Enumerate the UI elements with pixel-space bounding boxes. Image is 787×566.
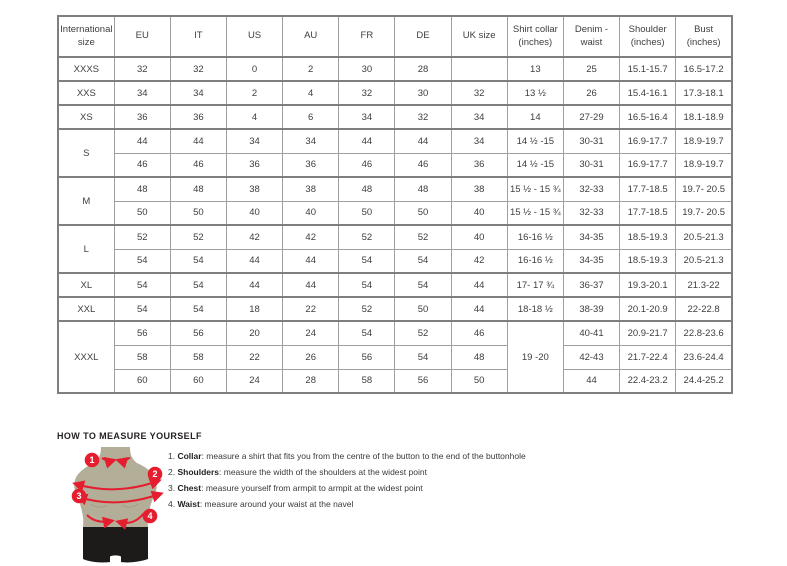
table-cell: 38-39 [563,297,619,321]
measure-step-collar [168,452,526,461]
table-cell: 36 [170,105,226,129]
column-header-5: FR [339,16,395,57]
table-cell: 54 [114,297,170,321]
table-cell: 60 [170,369,226,393]
step-term: Shoulders [177,467,220,477]
table-cell: 32-33 [563,177,619,201]
table-cell: 34 [451,129,507,153]
step-number: 3. [168,483,176,493]
table-cell: 16.5-17.2 [676,57,732,81]
table-cell: 14 ½ -15 [507,153,563,177]
table-cell: 15.1-15.7 [620,57,676,81]
table-cell: 44 [451,273,507,297]
table-row [58,345,732,369]
table-cell: 19.7- 20.5 [676,201,732,225]
column-header-6: DE [395,16,451,57]
table-cell: 17.7-18.5 [620,201,676,225]
table-cell: 36 [451,153,507,177]
table-cell: 32 [395,105,451,129]
table-cell: 42 [226,225,282,249]
table-cell: 56 [170,321,226,345]
table-cell: 18.9-19.7 [676,129,732,153]
svg-text:1: 1 [89,455,95,466]
table-cell: 17.3-18.1 [676,81,732,105]
table-cell: 16-16 ½ [507,225,563,249]
column-header-2: IT [170,16,226,57]
table-cell: 18 [226,297,282,321]
measure-badge-4-icon [143,509,158,524]
table-row [58,201,732,225]
measure-step-shoulders [168,468,526,477]
table-row [58,57,732,81]
table-cell: 32 [339,81,395,105]
table-cell: 34 [226,129,282,153]
table-row [58,297,732,321]
table-row [58,225,732,249]
table-cell: 40 [226,201,282,225]
table-cell: 50 [170,201,226,225]
table-cell: 40 [283,201,339,225]
table-cell: 15.4-16.1 [620,81,676,105]
table-cell: 48 [339,177,395,201]
table-cell: 36 [226,153,282,177]
table-cell: 54 [395,249,451,273]
table-cell: 17- 17 ¾ [507,273,563,297]
size-chart-header [58,16,732,57]
table-cell: 36 [114,105,170,129]
table-cell: 2 [283,57,339,81]
measure-badge-3-icon [72,489,87,504]
table-cell: 32-33 [563,201,619,225]
step-term: Waist [177,499,200,509]
table-cell: 60 [114,369,170,393]
table-cell: 20.5-21.3 [676,225,732,249]
table-cell: 16-16 ½ [507,249,563,273]
table-cell: 36 [283,153,339,177]
table-row [58,321,732,345]
table-cell: 16.9-17.7 [620,153,676,177]
table-cell: 42 [451,249,507,273]
table-cell: 16.9-17.7 [620,129,676,153]
step-text: : measure the width of the shoulders at the widest point [219,467,427,477]
step-text: : measure around your waist at the navel [199,499,354,509]
size-label-cell: L [58,225,114,273]
table-cell: 18.1-18.9 [676,105,732,129]
table-cell: 44 [226,249,282,273]
measure-step-chest [168,484,526,493]
table-cell: 18.5-19.3 [620,249,676,273]
table-cell: 28 [283,369,339,393]
column-header-4: AU [283,16,339,57]
table-cell: 26 [283,345,339,369]
table-cell: 56 [114,321,170,345]
step-text: : measure yourself from armpit to armpit at the widest point [201,483,423,493]
table-cell: 54 [339,273,395,297]
table-cell: 50 [114,201,170,225]
table-cell: 52 [395,225,451,249]
table-cell: 32 [170,57,226,81]
measure-list [168,452,526,516]
size-label-cell: M [58,177,114,225]
table-row [58,177,732,201]
table-cell: 54 [170,273,226,297]
size-label-cell: S [58,129,114,177]
table-cell: 40 [451,225,507,249]
column-header-1: EU [114,16,170,57]
table-cell: 14 ½ -15 [507,129,563,153]
table-cell: 0 [226,57,282,81]
table-cell: 48 [395,177,451,201]
table-cell: 52 [339,297,395,321]
svg-text:4: 4 [147,511,153,522]
step-text: : measure a shirt that fits you from the centre of the button to the end of the buttonhole [201,451,526,461]
size-label-cell: XXXL [58,321,114,393]
table-cell: 52 [114,225,170,249]
table-cell: 50 [395,201,451,225]
table-cell: 34 [339,105,395,129]
table-cell: 54 [170,249,226,273]
table-cell: 18.5-19.3 [620,225,676,249]
table-cell: 34 [451,105,507,129]
table-cell: 2 [226,81,282,105]
table-cell: 19 -20 [507,321,563,393]
table-cell: 28 [395,57,451,81]
table-cell: 48 [170,177,226,201]
table-cell: 44 [451,297,507,321]
column-header-8: Shirt collar (inches) [507,16,563,57]
table-cell: 34 [283,129,339,153]
table-cell: 52 [395,321,451,345]
table-cell: 22 [226,345,282,369]
size-label-cell: XXL [58,297,114,321]
shorts-shape [83,527,148,562]
table-cell: 20.5-21.3 [676,249,732,273]
table-cell: 34-35 [563,225,619,249]
table-cell: 50 [395,297,451,321]
column-header-3: US [226,16,282,57]
table-cell: 22.4-23.2 [620,369,676,393]
size-label-cell: XS [58,105,114,129]
mannequin-illustration [58,447,183,566]
table-cell [451,57,507,81]
column-header-7: UK size [451,16,507,57]
table-cell: 46 [170,153,226,177]
table-cell: 54 [395,273,451,297]
column-header-10: Shoulder (inches) [620,16,676,57]
table-row [58,249,732,273]
table-cell: 25 [563,57,619,81]
table-cell: 22-22.8 [676,297,732,321]
table-cell: 4 [283,81,339,105]
step-term: Collar [177,451,202,461]
table-cell: 40-41 [563,321,619,345]
table-row [58,153,732,177]
table-cell: 17.7-18.5 [620,177,676,201]
table-cell: 46 [339,153,395,177]
table-cell: 21.7-22.4 [620,345,676,369]
table-row [58,81,732,105]
table-cell: 58 [114,345,170,369]
table-cell: 48 [451,345,507,369]
table-cell: 13 [507,57,563,81]
table-cell: 54 [114,249,170,273]
table-cell: 52 [339,225,395,249]
table-row [58,273,732,297]
table-cell: 24.4-25.2 [676,369,732,393]
size-chart-table [57,15,733,394]
table-row [58,129,732,153]
table-cell: 30 [395,81,451,105]
table-cell: 4 [226,105,282,129]
measure-badge-2-icon [148,467,163,482]
table-cell: 22 [283,297,339,321]
step-number: 2. [168,467,176,477]
table-cell: 38 [283,177,339,201]
table-cell: 50 [451,369,507,393]
table-cell: 52 [170,225,226,249]
table-cell: 38 [226,177,282,201]
table-cell: 44 [283,249,339,273]
table-cell: 54 [339,321,395,345]
column-header-9: Denim - waist [563,16,619,57]
measure-step-waist [168,500,526,509]
table-cell: 54 [339,249,395,273]
table-cell: 58 [339,369,395,393]
column-header-11: Bust (inches) [676,16,732,57]
table-cell: 26 [563,81,619,105]
table-cell: 46 [451,321,507,345]
table-cell: 42-43 [563,345,619,369]
step-term: Chest [177,483,202,493]
table-cell: 42 [283,225,339,249]
table-cell: 19.3-20.1 [620,273,676,297]
table-row [58,105,732,129]
table-cell: 22.8-23.6 [676,321,732,345]
table-cell: 20.1-20.9 [620,297,676,321]
table-cell: 24 [226,369,282,393]
size-label-cell: XXS [58,81,114,105]
table-cell: 13 ½ [507,81,563,105]
table-cell: 18-18 ½ [507,297,563,321]
table-cell: 19.7- 20.5 [676,177,732,201]
table-cell: 34-35 [563,249,619,273]
table-cell: 44 [283,273,339,297]
table-cell: 20 [226,321,282,345]
table-cell: 56 [339,345,395,369]
table-cell: 24 [283,321,339,345]
table-cell: 20.9-21.7 [620,321,676,345]
table-cell: 32 [114,57,170,81]
table-cell: 54 [114,273,170,297]
table-cell: 16.5-16.4 [620,105,676,129]
measure-badge-1-icon [85,453,100,468]
svg-text:2: 2 [152,469,158,480]
table-cell: 15 ½ - 15 ¾ [507,177,563,201]
step-number: 4. [168,499,176,509]
table-cell: 44 [114,129,170,153]
table-cell: 34 [114,81,170,105]
table-cell: 54 [395,345,451,369]
table-cell: 34 [170,81,226,105]
table-cell: 58 [170,345,226,369]
svg-text:3: 3 [76,491,82,502]
table-cell: 54 [170,297,226,321]
table-cell: 46 [114,153,170,177]
table-row [58,369,732,393]
table-cell: 30-31 [563,129,619,153]
table-cell: 44 [339,129,395,153]
table-cell: 44 [170,129,226,153]
measure-heading: HOW TO MEASURE YOURSELF [57,431,202,441]
table-cell: 30-31 [563,153,619,177]
table-cell: 46 [395,153,451,177]
table-cell: 18.9-19.7 [676,153,732,177]
table-cell: 48 [114,177,170,201]
table-cell: 21.3-22 [676,273,732,297]
table-cell: 15 ½ - 15 ¾ [507,201,563,225]
step-number: 1. [168,451,176,461]
table-cell: 36-37 [563,273,619,297]
column-header-0: International size [58,16,114,57]
table-cell: 30 [339,57,395,81]
table-cell: 44 [563,369,619,393]
table-cell: 6 [283,105,339,129]
table-cell: 44 [395,129,451,153]
table-cell: 27-29 [563,105,619,129]
size-label-cell: XL [58,273,114,297]
table-cell: 40 [451,201,507,225]
table-cell: 44 [226,273,282,297]
table-cell: 56 [395,369,451,393]
table-cell: 23.6-24.4 [676,345,732,369]
table-cell: 50 [339,201,395,225]
size-label-cell: XXXS [58,57,114,81]
table-cell: 32 [451,81,507,105]
table-cell: 14 [507,105,563,129]
table-cell: 38 [451,177,507,201]
